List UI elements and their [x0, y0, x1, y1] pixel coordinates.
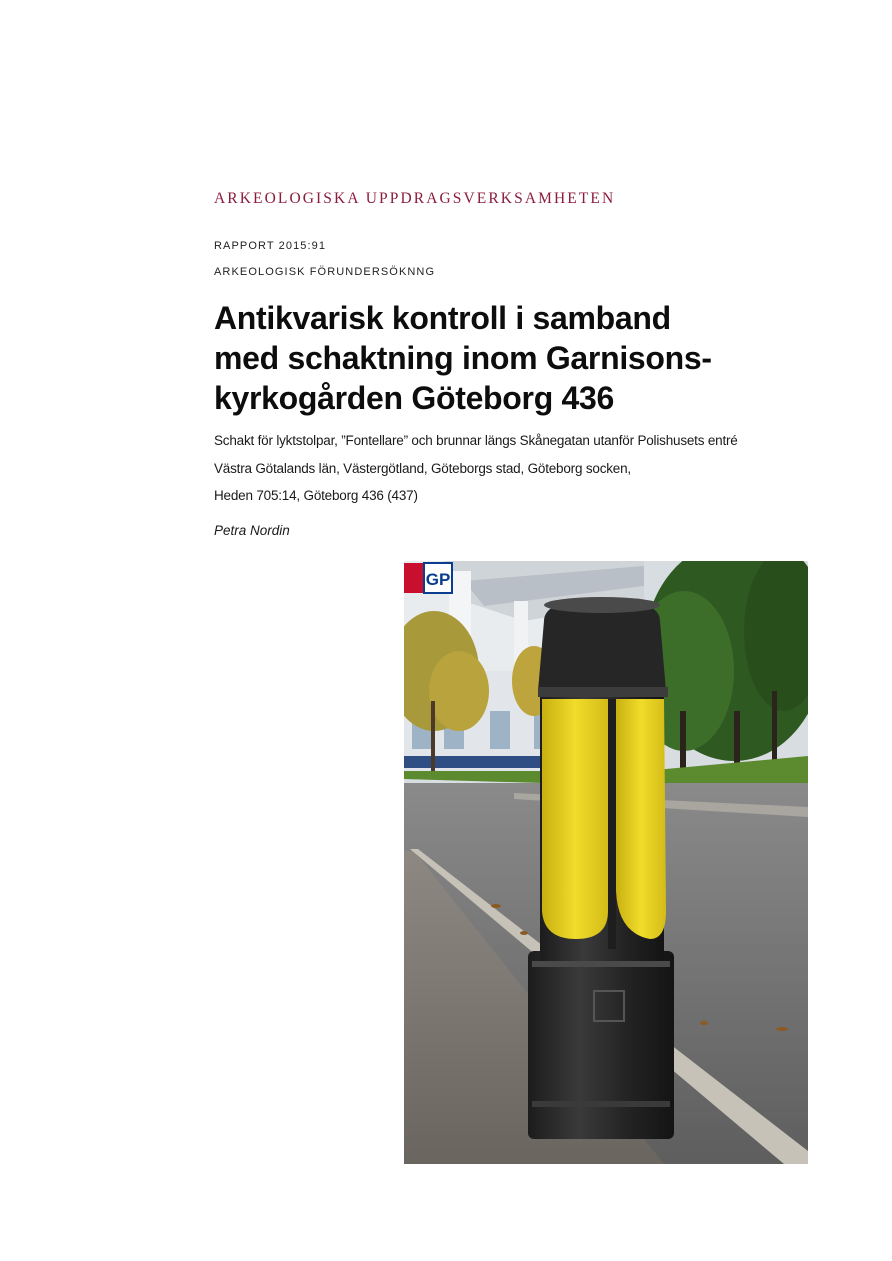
report-series: RAPPORT 2015:91 [214, 240, 327, 252]
report-type: ARKEOLOGISK FÖRUNDERSÖKNNG [214, 266, 436, 278]
organization-name: ARKEOLOGISKA UPPDRAGSVERKSAMHETEN [214, 190, 616, 207]
report-title [214, 298, 814, 418]
report-title-line-3: kyrkogården Göteborg 436 [214, 380, 615, 416]
bollard [528, 597, 674, 1139]
report-title-line-1: Antikvarisk kontroll i samband [214, 300, 671, 336]
bollard-photo-illustration [404, 561, 808, 1164]
author-name: Petra Nordin [214, 523, 290, 538]
reflector-left [542, 699, 608, 939]
subtitle-line-2: Västra Götalands län, Västergötland, Göteborgs stad, Göteborg socken, [214, 461, 631, 476]
gp-sign [404, 563, 452, 593]
subtitle-line-1: Schakt för lyktstolpar, ”Fontellare” och brunnar längs Skånegatan utanför Polishusets entré [214, 433, 738, 448]
gp-sign-text: GP [425, 570, 451, 589]
reflector-right [616, 699, 666, 939]
cover-photo [404, 561, 808, 1164]
report-title-line-2: med schaktning inom Garnisons- [214, 340, 712, 376]
subtitle-line-3: Heden 705:14, Göteborg 436 (437) [214, 488, 418, 503]
